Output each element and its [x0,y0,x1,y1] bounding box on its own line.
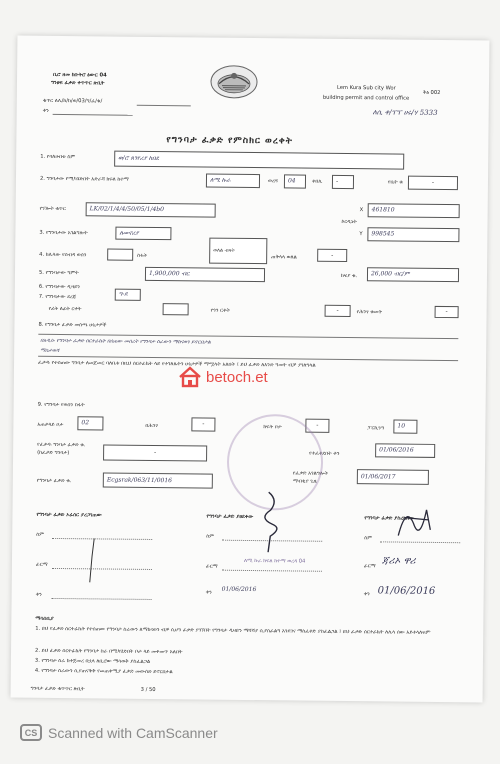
field7-line2-c-label: የሕንፃ ቁመት [356,309,383,316]
field2-block-label: ቀበሌ [311,178,323,185]
field8-label: 8. የግንባታ ፈቃድ መስጫ ሁኔታዎች [38,321,107,329]
field3-value-box: ለመኖሪያ [115,227,171,241]
sig-col2-sign-line [222,570,322,572]
sig-col1-date-line [52,598,152,600]
field10-date-box: 01/06/2016 [375,443,435,458]
field10-sub: (ከፈቃድ ግንባታ) [37,449,70,457]
sig-col2-signature [248,488,289,558]
notes-item-3: 3. የግንባታ ስራ ከተጀመረ በኋላ ለቢሮው ማሳወቅ ያስፈልጋል [34,657,151,665]
notes-item-2: 2. ይህ ፈቃድ ሰርተፊኬት የግንባታ ስራ በሚካሄድበት ቦታ ላይ መቀመጥ አለበት [35,647,183,656]
field2-house-box: - [408,176,458,191]
camscanner-text: Scanned with CamScanner [48,724,218,741]
field4-floors-label: ጠቅላላ ወለል [271,254,297,261]
field2-woreda-label: ወረዳ [267,178,278,185]
sig-col2-name-label: ስም [206,533,215,540]
field10-value-box: - [103,444,207,461]
sig-col3-name: ጃሪኦ ዋሪ [381,555,416,567]
sig-col2-date: 01/06/2016 [221,585,257,594]
field11-b-label: የፈቃድ አገልግሎት [292,470,329,477]
field1-value-box: ወ/ሮ ጸገየሪያ ከበደ [114,151,404,170]
field9-total-box: 02 [77,416,103,430]
sig-col3-date: 01/06/2016 [377,585,436,597]
field5-label: 5. የግንባታው ግምት [38,269,79,277]
field9-b-box: - [305,419,329,433]
coord-label: ኮርዲኔት [341,218,357,226]
field9-a-label: በሕንፃ [145,422,158,430]
ref-left-date-label: ቀን [42,107,49,114]
field9-total-label: አጠቃላይ ቦታ [37,421,64,429]
field8-note: በአዲሱ የግንባታ ፈቃድ ሰርተፊኬት በሰጠው መሰረት የግንባታ ስራውን ማከናወን ይኖርበታል [40,337,211,346]
field2-woreda-box: 04 [284,174,306,188]
coord-x-box: 461810 [368,203,460,218]
sig-col1-signature [82,536,103,586]
field2-subcity-box: ለሚ ኩራ [206,174,260,189]
header-ref-right: ለሲ ቀ/ፐፐ ሀሩ/ሃ 5333 [372,108,438,117]
field2-house-label: የቤት ቁ [387,179,403,186]
field9-label: 9. የግንባታ የወሰን ስፋት [37,401,85,409]
field9-c-label: ፓርኪንግ [367,425,385,432]
field10-label: የፈቃዱ ግንባታ ፈቃድ ቁ. [37,441,86,449]
camscanner-footer [20,724,218,741]
sig-col2-date-label: ቀን [205,589,212,596]
field4-floors-box: - [317,249,347,262]
field7-line2-a: የፊት ለፊት ርቀት [48,305,82,313]
field7-box-b: - [325,305,351,317]
sig-col2-sign-label: ፊርማ [205,563,218,570]
sig-col1-name-label: ስም [36,531,45,538]
sig-col2-title: የግንባታ ፈቃድ ያፀደቀው [206,513,254,521]
coord-y-label: Y [359,231,363,238]
field4-area-label: ስፋት [137,252,148,259]
field7-value-box: ግ-ደ [115,289,141,301]
field5-value-box: 1,900,000 ብር [145,267,265,282]
field11-b-sub: ማብቂያ ጊዜ [292,478,318,485]
footer-office: ግንባታ ፈቃድ ቁጥጥር ጽቢት [30,685,85,693]
field9-b-label: ክፍት ቦታ [263,424,282,431]
field2-block-box: - [332,175,354,189]
field10-date-label: የተፈቀደበት ቀን [309,450,340,457]
header-right-line1: Lem Kura Sub city Wor [336,84,396,92]
field9-a-box: - [191,417,215,431]
field7-box-a [163,303,189,315]
sig-col2-stamp-text: ለሚ ኩራ ክፍለ ከተማ ወረዳ 04 [243,557,306,565]
field1-label: 1. የባለሀብቱ ስም [40,153,76,161]
field11-b-box: 01/06/2017 [357,469,429,485]
field11-value-box: Ecgsrak/063/11/0016 [103,472,213,488]
field7-box-c: - [435,306,459,318]
field5-fee-box: 26,000 ብር/ም [367,267,459,282]
field6-label: 6. የግንባታው ዲዛይን [38,283,81,291]
sig-col3-sign-label: ፊርማ [363,563,376,570]
field8-para: ፈቃዱ የተሰጠው ግንባታ ለመጀመር ባለቤቱ በዚህ ሰርተፊኬት ላይ የተገለጹትን ሁኔታዎች ማሟላት አለበት ፤ ይህ ፈቃድ ለአንድ ዓመት ብቻ ያገለግላል [38,359,316,369]
watermark [178,366,268,388]
field4-area-box: ወለል ብዛት [209,238,267,265]
field5-fee-label: ክፍያ ቁ. [340,272,358,280]
footer-page: 3 / 50 [140,686,156,694]
sig-col1-date-label: ቀን [35,591,42,598]
sig-col3-date-label: ቀን [363,591,370,598]
coord-x-label: X [359,207,364,214]
notes-item-4: 4. የግንባታ ስራውን ሲያጠናቅቅ የመጠቀሚያ ፈቃድ መውሰድ ይኖርበታል [34,667,173,676]
field7-label: 7. የግንባታው ደረጃ [38,293,77,301]
ref-left-label: ቁጥር ለሌ/ክ/ከ/ወ/03/ግ/ፈ/ቁ/ [42,97,103,105]
field4-box-a [107,248,133,260]
field2-label: 2. ግንባታው የሚካሄድበት አድራሻ ክፍለ ከተማ [39,175,129,183]
notes-heading: ማሳሰቢያ [35,615,54,622]
sig-col3-signature [392,496,437,550]
emblem-logo [209,64,259,101]
camscanner-icon: CS [20,724,42,741]
header-right-code: ቅፅ 002 [422,89,441,96]
sig-col1-title: የግንባታ ፈቃድ ኦፊሰር ያረጋገጠው [36,511,102,519]
ref-left-date-line [53,114,133,116]
plot-label: የፕሎት ቁጥር [39,205,66,213]
house-icon [178,366,202,388]
ref-left-line [137,105,191,107]
header-left-line1: ቢሮ ዘመ ከቡትሮ ፅውር 04 [53,71,107,79]
sig-col1-sign-label: ፊርማ [35,561,48,568]
field11-label: የግንባታ ፈቃድ ቁ. [36,477,72,485]
sig-col3-title: የግንባታ ፈቃድ ያስረከበው [364,515,415,522]
field4-label: 4. ከሌላው የሰብዳ ወሰን [39,251,87,259]
plot-value-box: LK/02/1/4/4/50/05/1/4b0 [86,202,216,217]
document-title: የግንባታ ፈቃድ የምስክር ወረቀት [166,135,293,147]
field9-c-box: 10 [393,420,417,434]
header-left-line2: ግንፀፍ ፈቃድ ቀጥጥር ጽቢት [50,79,105,87]
field8-note2: ማስታወሻ [40,347,60,355]
header-right-line2: building permit and control office [322,94,410,102]
notes-item-1: 1. ይህ የፈቃድ ሰርተፊኬት የተሰጠው የግንባታ ስራውን ለማከናወን ብቻ ሲሆን ፈቃድ ያገኘበት የግንባታ ዲዛይን ማሻሻያ ሲያስፈልግ እንደገና ማስፈቀድ ያስፈልጋል ፤ ይህ ፈቃድ ሰርተፊኬት ለሌላ ሰው አይተላለፍም [35,625,431,636]
watermark-text: betoch.et [206,368,268,386]
field7-line2-b: የጎን ርቀት [210,307,230,314]
coord-y-box: 998545 [367,227,459,242]
sig-col3-name-label: ስም [364,535,373,542]
field3-label: 3. የግንባታው አገልግሎት [39,229,88,237]
